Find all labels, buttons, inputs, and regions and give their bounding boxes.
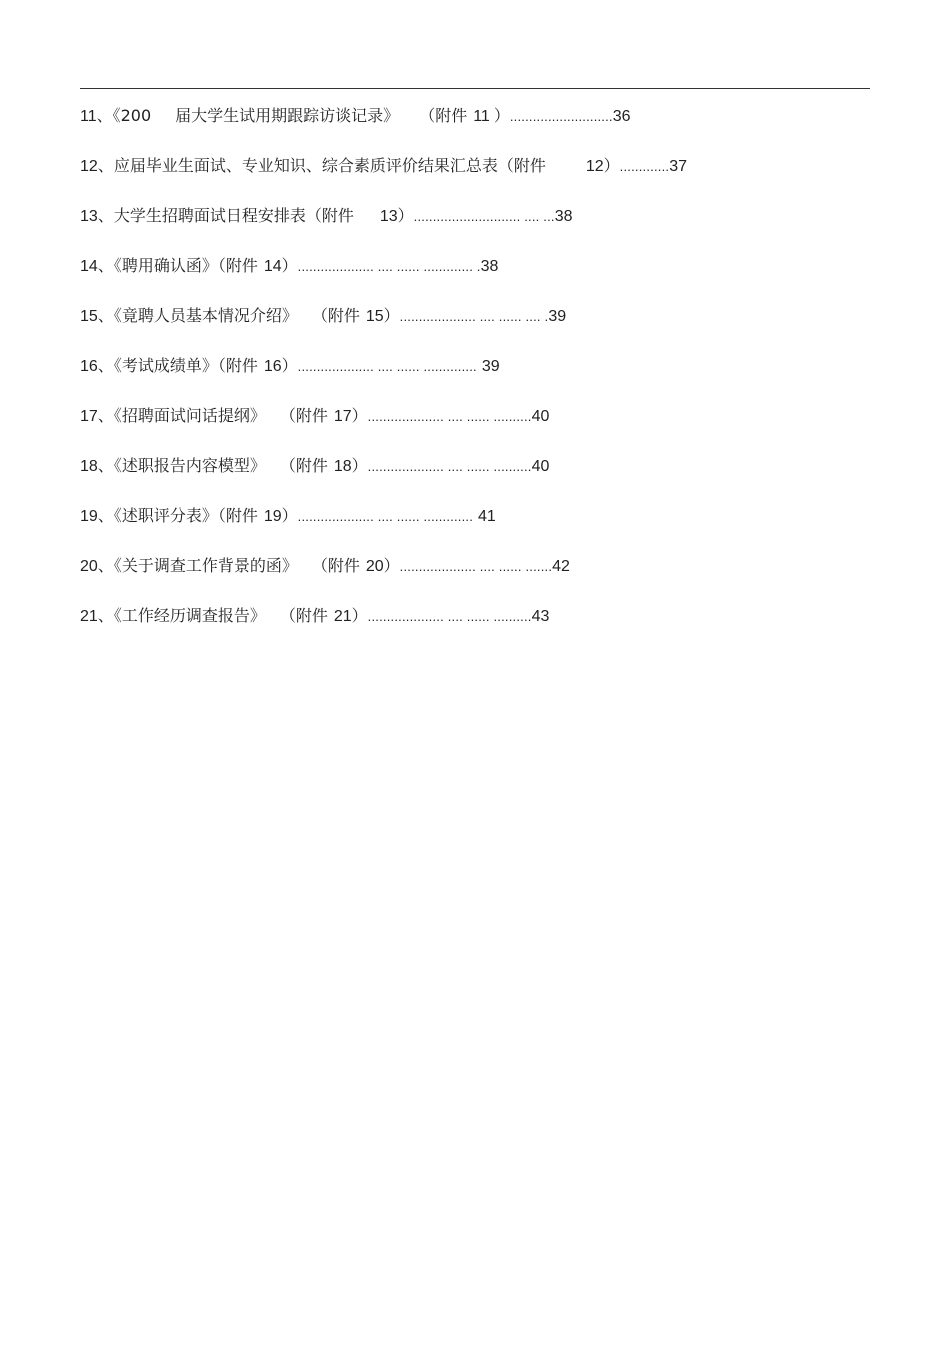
entry-annex-close: ） bbox=[493, 106, 510, 125]
entry-annex-number: 15 bbox=[365, 308, 384, 325]
entry-annex-number: 14 bbox=[263, 258, 282, 275]
entry-annex-number: 19 bbox=[263, 508, 282, 525]
entry-annex-close: ） bbox=[281, 256, 298, 275]
entry-annex-label: （附件 bbox=[279, 606, 328, 625]
entry-annex-close: ） bbox=[351, 606, 368, 625]
toc-entry-16[interactable] bbox=[80, 354, 870, 404]
dot-leader: .................... .... ...... .... . bbox=[399, 309, 549, 324]
dot-leader: ............................ .... ... bbox=[413, 209, 555, 224]
entry-separator: 、 bbox=[97, 406, 114, 425]
entry-annex-label: （附件 bbox=[217, 256, 258, 275]
entry-annex-label: （附件 bbox=[419, 106, 468, 125]
entry-title: 《关于调查工作背景的函》 bbox=[113, 556, 298, 575]
entry-annex-label: （附件 bbox=[217, 506, 258, 525]
entry-number: 12 bbox=[80, 158, 98, 175]
toc-entry-17[interactable] bbox=[80, 404, 870, 454]
entry-title: 《200 bbox=[112, 106, 152, 125]
entry-title: 《聘用确认函》 bbox=[113, 256, 218, 275]
entry-title: 《考试成绩单》 bbox=[113, 356, 218, 375]
entry-annex-number: 12 bbox=[585, 158, 604, 175]
entry-page-number: 39 bbox=[548, 308, 567, 325]
entry-separator: 、 bbox=[97, 556, 114, 575]
entry-separator: 、 bbox=[97, 456, 114, 475]
entry-annex-label: （附件 bbox=[311, 306, 360, 325]
entry-annex-close: ） bbox=[351, 406, 368, 425]
dot-leader: .................... .... ...... ............. . bbox=[297, 259, 481, 274]
entry-page-number: 36 bbox=[612, 108, 631, 125]
entry-number: 15 bbox=[80, 308, 98, 325]
entry-annex-number: 18 bbox=[333, 458, 352, 475]
entry-annex-number: 11 bbox=[473, 108, 490, 125]
entry-annex-label: （附件 bbox=[305, 206, 354, 225]
entry-separator: 、 bbox=[97, 506, 114, 525]
entry-annex-number: 17 bbox=[333, 408, 352, 425]
entry-annex-label: （附件 bbox=[497, 156, 546, 175]
toc-entry-15[interactable] bbox=[80, 304, 870, 354]
toc-entry-12[interactable] bbox=[80, 154, 870, 204]
dot-leader: .................... .... ...... .......... bbox=[367, 609, 532, 624]
entry-page-number: 37 bbox=[669, 158, 688, 175]
dot-leader: ............. bbox=[619, 159, 670, 174]
entry-annex-number: 16 bbox=[263, 358, 282, 375]
entry-separator: 、 bbox=[97, 206, 114, 225]
entry-number: 17 bbox=[80, 408, 98, 425]
entry-title: 《述职报告内容模型》 bbox=[113, 456, 266, 475]
dot-leader: .................... .... ...... ............. bbox=[297, 509, 473, 524]
entry-title: 《工作经历调查报告》 bbox=[113, 606, 266, 625]
entry-number: 20 bbox=[80, 558, 98, 575]
entry-page-number: 38 bbox=[554, 208, 573, 225]
entry-title: 大学生招聘面试日程安排表 bbox=[113, 206, 306, 225]
toc-entry-13[interactable] bbox=[80, 204, 870, 254]
entry-annex-close: ） bbox=[383, 306, 400, 325]
toc-entry-19[interactable] bbox=[80, 504, 870, 554]
entry-page-number: 41 bbox=[478, 508, 496, 525]
entry-number: 14 bbox=[80, 258, 98, 275]
table-of-contents bbox=[80, 104, 870, 654]
entry-annex-close: ） bbox=[603, 156, 620, 175]
entry-number: 19 bbox=[80, 508, 98, 525]
entry-title-cont: 届大学生试用期跟踪访谈记录》 bbox=[175, 106, 400, 125]
entry-separator: 、 bbox=[97, 156, 114, 175]
entry-page-number: 40 bbox=[531, 408, 550, 425]
entry-page-number: 42 bbox=[552, 558, 570, 575]
entry-number: 13 bbox=[80, 208, 98, 225]
entry-page-number: 43 bbox=[531, 608, 550, 625]
entry-number: 11 bbox=[80, 108, 97, 125]
entry-title: 《竟聘人员基本情况介绍》 bbox=[113, 306, 298, 325]
header-rule bbox=[80, 88, 870, 89]
entry-annex-number: 20 bbox=[365, 558, 384, 575]
toc-entry-11[interactable] bbox=[80, 104, 870, 154]
dot-leader: .................... .... ...... ....... bbox=[399, 559, 553, 574]
toc-entry-20[interactable] bbox=[80, 554, 870, 604]
dot-leader: ........................... bbox=[509, 109, 613, 124]
entry-separator: 、 bbox=[97, 606, 114, 625]
toc-entry-14[interactable] bbox=[80, 254, 870, 304]
entry-title: 应届毕业生面试、专业知识、综合素质评价结果汇总表 bbox=[113, 156, 498, 175]
entry-annex-label: （附件 bbox=[311, 556, 360, 575]
entry-number: 21 bbox=[80, 608, 98, 625]
entry-annex-label: （附件 bbox=[217, 356, 258, 375]
entry-separator: 、 bbox=[97, 356, 114, 375]
entry-annex-label: （附件 bbox=[279, 406, 328, 425]
entry-separator: 、 bbox=[96, 106, 113, 125]
entry-page-number: 40 bbox=[531, 458, 550, 475]
entry-annex-close: ） bbox=[281, 356, 298, 375]
entry-number: 18 bbox=[80, 458, 98, 475]
dot-leader: .................... .... ...... .......... bbox=[367, 459, 532, 474]
toc-entry-18[interactable] bbox=[80, 454, 870, 504]
entry-annex-close: ） bbox=[383, 556, 400, 575]
entry-separator: 、 bbox=[97, 256, 114, 275]
entry-annex-close: ） bbox=[281, 506, 298, 525]
dot-leader: .................... .... ...... .......... bbox=[367, 409, 532, 424]
entry-annex-close: ） bbox=[397, 206, 414, 225]
entry-title: 《述职评分表》 bbox=[113, 506, 218, 525]
entry-separator: 、 bbox=[97, 306, 114, 325]
entry-page-number: 39 bbox=[481, 358, 500, 375]
entry-annex-close: ） bbox=[351, 456, 368, 475]
dot-leader: .................... .... ...... .............. bbox=[297, 359, 477, 374]
entry-annex-number: 13 bbox=[379, 208, 398, 225]
entry-number: 16 bbox=[80, 358, 98, 375]
entry-annex-label: （附件 bbox=[279, 456, 328, 475]
toc-entry-21[interactable] bbox=[80, 604, 870, 654]
entry-title: 《招聘面试问话提纲》 bbox=[113, 406, 266, 425]
entry-page-number: 38 bbox=[480, 258, 499, 275]
entry-annex-number: 21 bbox=[333, 608, 352, 625]
